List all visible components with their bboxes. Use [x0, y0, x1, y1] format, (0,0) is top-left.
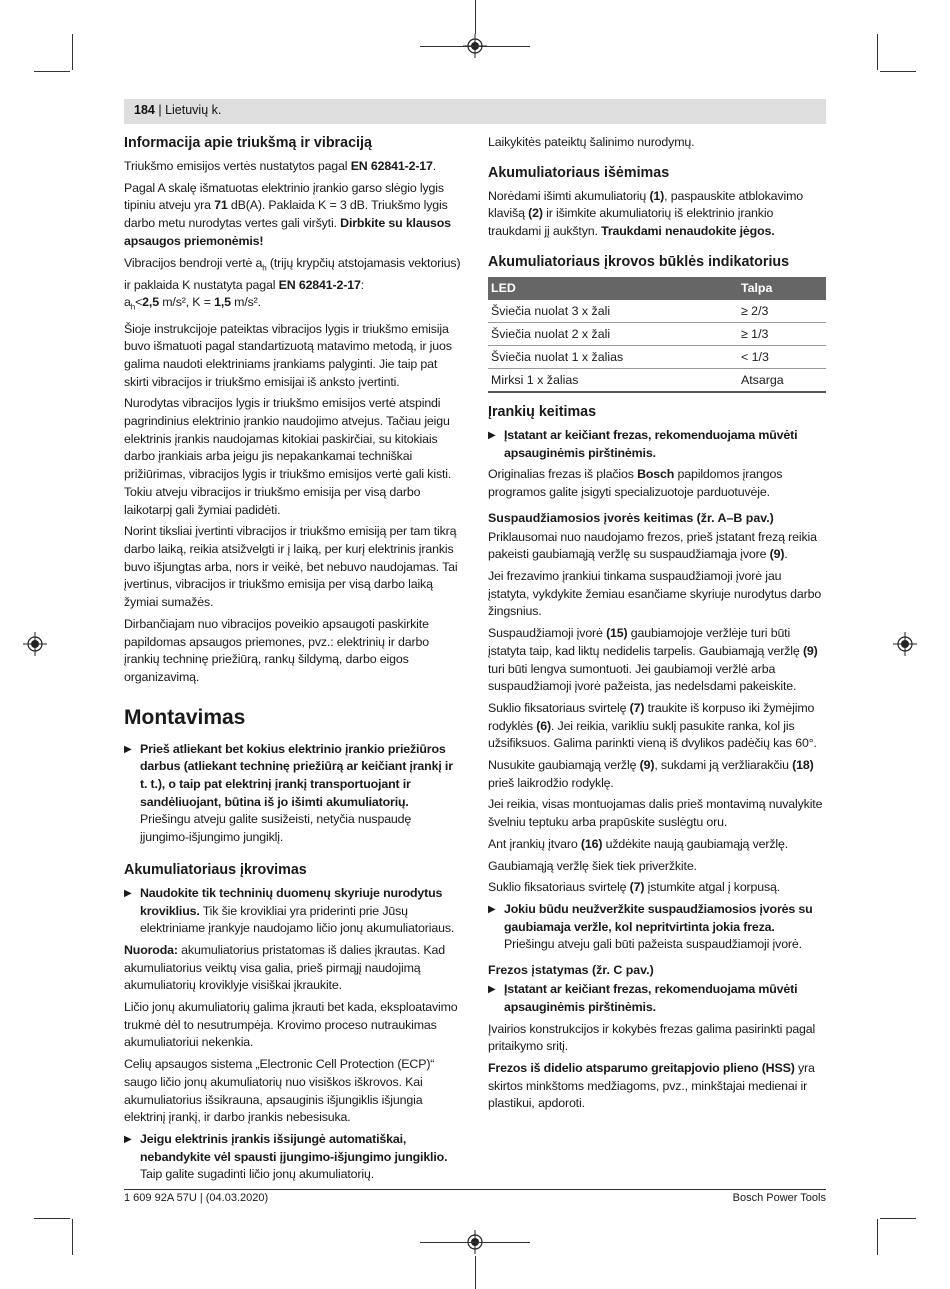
bullet-arrow-icon: ▶ [488, 903, 496, 915]
crop-mark [475, 0, 476, 34]
warning-bullet: ▶ Jokiu būdu neužveržkite suspaudžiamosios įvorės su gaubiamaja veržle, kol nepritvirtinta jokia freza. Priešingu atveju gali būti pažeista suspaudžiamoji įvorė. [488, 901, 813, 952]
paragraph: Norėdami išimti akumuliatorių (1), paspauskite atblokavimo klavišą (2) ir išimkite akumuliatorių iš elektrinio įrankio traukdami jį aukštyn. Traukdami nenaudokite jėgos. [488, 188, 803, 239]
registration-mark-icon [23, 632, 47, 656]
paragraph: Suspaudžiamoji įvorė (15) gaubiamojoje veržlėje turi būti įstatyta taip, kad liktų nedidelis tarpelis. Gaubiamąją veržlę (9) turi būti lengva sumontuoti. Jei gaubiamoji veržlė arba suspaudžiamoji įvorė pažeista, jas nedelsdami pakeiskite. [488, 626, 818, 694]
paragraph: Frezos iš didelio atsparumo greitapjovio plieno (HSS) yra skirtos minkštoms medžiagoms, pvz., minkštajai medienai ir plastikui, apdoroti. [488, 1060, 815, 1111]
crop-mark [880, 1218, 916, 1219]
paragraph: Laikykitės pateiktų šalinimo nurodymų. [488, 135, 695, 149]
charge-indicator-table [488, 277, 826, 393]
paragraph: Celių apsaugos sistema „Electronic Cell Protection (ECP)“ saugo ličio jonų akumuliatorių nuo visiškos iškrovos. Kai akumuliatorius išsikrauna, apsauginis išjungiklis išjungia elektrinį įrankį, ir darbo įrankis nebesisuka. [124, 1057, 435, 1125]
crop-mark [34, 71, 70, 72]
paragraph: Nurodytas vibracijos lygis ir triukšmo emisijos vertė atspindi pagrindinius elektrinio įrankio naudojimo atvejus. Tačiau jeigu elektrinis įrankis naudojamas kitokiai paskirčiai, su kitokiais darbo įrankiais arba jeigu jis nepakankamai techniškai prižiūrimas, vibracijos lygis ir triukšmo emisijos vertė gali kisti. Tokiu atveju vibracijos ir triukšmo emisija per visą darbo laikotarpį gali žymiai padidėti. [124, 396, 452, 517]
paragraph: Įvairios konstrukcijos ir kokybės frezas galima pasirinkti pagal pritaikymo sritį. [488, 1021, 816, 1054]
warning-bullet: ▶ Įstatant ar keičiant frezas, rekomenduojama mūvėti apsauginėmis pirštinėmis. [488, 982, 798, 1014]
bullet-arrow-icon: ▶ [488, 984, 496, 996]
paragraph: Jei frezavimo įrankiui tinkama suspaudžiamoji įvorė jau įstatyta, vykdykite žemiau esančiame skyriuje nurodytus darbo žingsnius. [488, 569, 822, 619]
bullet-arrow-icon: ▶ [124, 743, 132, 755]
paragraph: Triukšmo emisijos vertės nustatytos pagal EN 62841-2-17. [124, 159, 437, 173]
section-title-tool-change: Įrankių keitimas [488, 403, 597, 420]
language-label: Lietuvių k. [165, 103, 222, 117]
paragraph: Suklio fiksatoriaus svirtelę (7) įstumkite atgal į korpusą. [488, 880, 781, 895]
section-title-battery-removal: Akumuliatoriaus išėmimas [488, 164, 670, 181]
table-header-led: LED [488, 277, 738, 300]
paragraph: Dirbančiajam nuo vibracijos poveikio apsaugoti paskirkite papildomas apsaugos priemones, pvz.: elektrinių ir darbo įrankių techninę priežiūrą, rankų šildymą, darbo eigos organizavimą. [124, 616, 429, 684]
subsection-title-router-bit-insert: Frezos įstatymas (žr. C pav.) [488, 963, 654, 978]
paragraph: Originalias frezas iš plačios Bosch papildomos įrangos programos galite įsigyti specializuotoje parduotuvėje. [488, 467, 783, 499]
footer-brand: Bosch Power Tools [732, 1192, 826, 1204]
paragraph: Nuoroda: akumuliatorius pristatomas iš dalies įkrautas. Kad akumuliatorius veiktų visa galia, prieš pirmąjį naudojimą akumuliatorių kroviklyje visiškai įkraukite. [124, 942, 446, 993]
page-number: 184 [134, 103, 155, 117]
section-title-battery-charging: Akumuliatoriaus įkrovimas [124, 861, 307, 878]
header-text: 184 | Lietuvių k. [134, 103, 222, 117]
paragraph: Norint tiksliai įvertinti vibracijos ir triukšmo emisiją per tam tikrą darbo laiką, reikia atsižvelgti ir į laiką, per kurį elektrinis įrankis buvo išjungtas arba, nors ir veikė, bet nebuvo naudojamas. Tai įvertinus, vibracijos ir triukšmo emisija per visą darbo laiką žymiai sumažės. [124, 524, 458, 610]
table-header-row [488, 277, 826, 300]
paragraph: Jei reikia, visas montuojamas dalis prieš montavimą nuvalykite švelniu teptuku arba prapūskite suslėgtu oru. [488, 797, 823, 830]
paragraph: Nusukite gaubiamąją veržlę (9), sukdami ją veržliarakčiu (18) prieš laikrodžio rodyklę. [488, 758, 814, 790]
bullet-arrow-icon: ▶ [488, 429, 496, 441]
crop-mark [420, 46, 530, 47]
paragraph: Šioje instrukcijoje pateiktas vibracijos lygis ir triukšmo emisija buvo išmatuoti pagal standartizuotą matavimo metodą, ir juos galima naudoti elektriniams įrankiams palyginti. Jie taip pat skirti vibracijos ir triukšmo emisijai iš anksto įvertinti. [124, 321, 452, 389]
warning-bullet: ▶ Jeigu elektrinis įrankis išsijungė automatiškai, nebandykite vėl spausti įjungimo-išjungimo jungiklio. Taip galite sugadinti ličio jonų akumuliatorių. [124, 1131, 448, 1182]
footer-doc-number: 1 609 92A 57U | (04.03.2020) [124, 1192, 269, 1204]
warning-bullet: ▶ Prieš atliekant bet kokius elektrinio įrankio priežiūros darbus (atliekant techninę priežiūrą ar keičiant įrankį ir t. t.), o taip pat elektrinį įrankį transportuojant ir sandėliuojant, būtina iš jo išimti akumuliatorių. Priešingu atveju galite susižeisti, netyčia nuspaudę įjungimo-išjungimo jungiklį. [124, 741, 453, 845]
section-title-charge-indicator: Akumuliatoriaus įkrovos būklės indikatorius [488, 253, 790, 270]
crop-mark [877, 34, 878, 70]
subsection-title-collet-change: Suspaudžiamosios įvorės keitimas (žr. A–B pav.) [488, 510, 774, 525]
table-row: Šviečia nuolat 1 x žalias < 1/3 [488, 345, 826, 368]
bullet-arrow-icon: ▶ [124, 1133, 132, 1145]
table-header-capacity: Talpa [738, 277, 826, 300]
table-row: Šviečia nuolat 2 x žali ≥ 1/3 [488, 322, 826, 345]
table-row: Mirksi 1 x žalias Atsarga [488, 368, 826, 392]
crop-mark [880, 71, 916, 72]
page-header [124, 99, 826, 124]
footer-rule [124, 1189, 826, 1190]
paragraph: Ličio jonų akumuliatorių galima įkrauti bet kada, eksploatavimo trukmė dėl to nesutrumpėja. Krovimo proceso nutraukimas akumuliatoriui nekenkia. [124, 1000, 458, 1050]
left-column [124, 134, 462, 1188]
crop-mark [72, 34, 73, 70]
paragraph: Ant įrankių įtvaro (16) uždėkite naują gaubiamąją veržlę. [488, 836, 789, 851]
crop-mark [475, 1256, 476, 1289]
crop-mark [420, 1242, 530, 1243]
table-row: Šviečia nuolat 3 x žali ≥ 2/3 [488, 300, 826, 323]
crop-mark [72, 1219, 73, 1255]
paragraph: Gaubiamąją veržlę šiek tiek priveržkite. [488, 858, 697, 873]
crop-mark [877, 1219, 878, 1255]
paragraph: Vibracijos bendroji vertė $a_h$ (trijų krypčių atstojamasis vektorius) ir paklaida K nustatyta pagal EN 62841-2-17: $a_h<2,5$ m/s², K = 1,5 m/s². [124, 255, 461, 312]
right-column [488, 134, 826, 1117]
registration-mark-icon [893, 632, 917, 656]
section-title-noise-vibration: Informacija apie triukšmą ir vibraciją [124, 135, 372, 151]
paragraph: Priklausomai nuo naudojamo frezos, prieš įstatant frezą reikia pakeisti gaubiamąją veržlę su suspaudžiamąja įvore (9). [488, 529, 817, 562]
crop-mark [34, 1218, 70, 1219]
warning-bullet: ▶ Įstatant ar keičiant frezas, rekomenduojama mūvėti apsauginėmis pirštinėmis. [488, 427, 798, 460]
chapter-title-montavimas: Montavimas [124, 705, 246, 729]
bullet-arrow-icon: ▶ [124, 887, 132, 899]
paragraph: Suklio fiksatoriaus svirtelę (7) traukite iš korpuso iki žymėjimo rodyklės (6). Jei reikia, varikliu suklį pasukite ranka, kol jis užsifiksuos. Galima parinkti vieną iš dvylikos padėčių kas 60°. [488, 700, 817, 751]
warning-bullet: ▶ Naudokite tik techninių duomenų skyriuje nurodytus kroviklius. Tik šie krovikliai yra priderinti prie Jūsų elektriniame įrankyje naudojamo ličio jonų akumuliatoriaus. [124, 885, 455, 936]
paragraph: Pagal A skalę išmatuotas elektrinio įrankio garso slėgio lygis tipiniu atveju yra 71 dB(A). Paklaida K = 3 dB. Triukšmo lygis darbo metu nurodytas vertes gali viršyti. Dirbkite su klausos apsaugos priemonėmis! [124, 180, 451, 248]
